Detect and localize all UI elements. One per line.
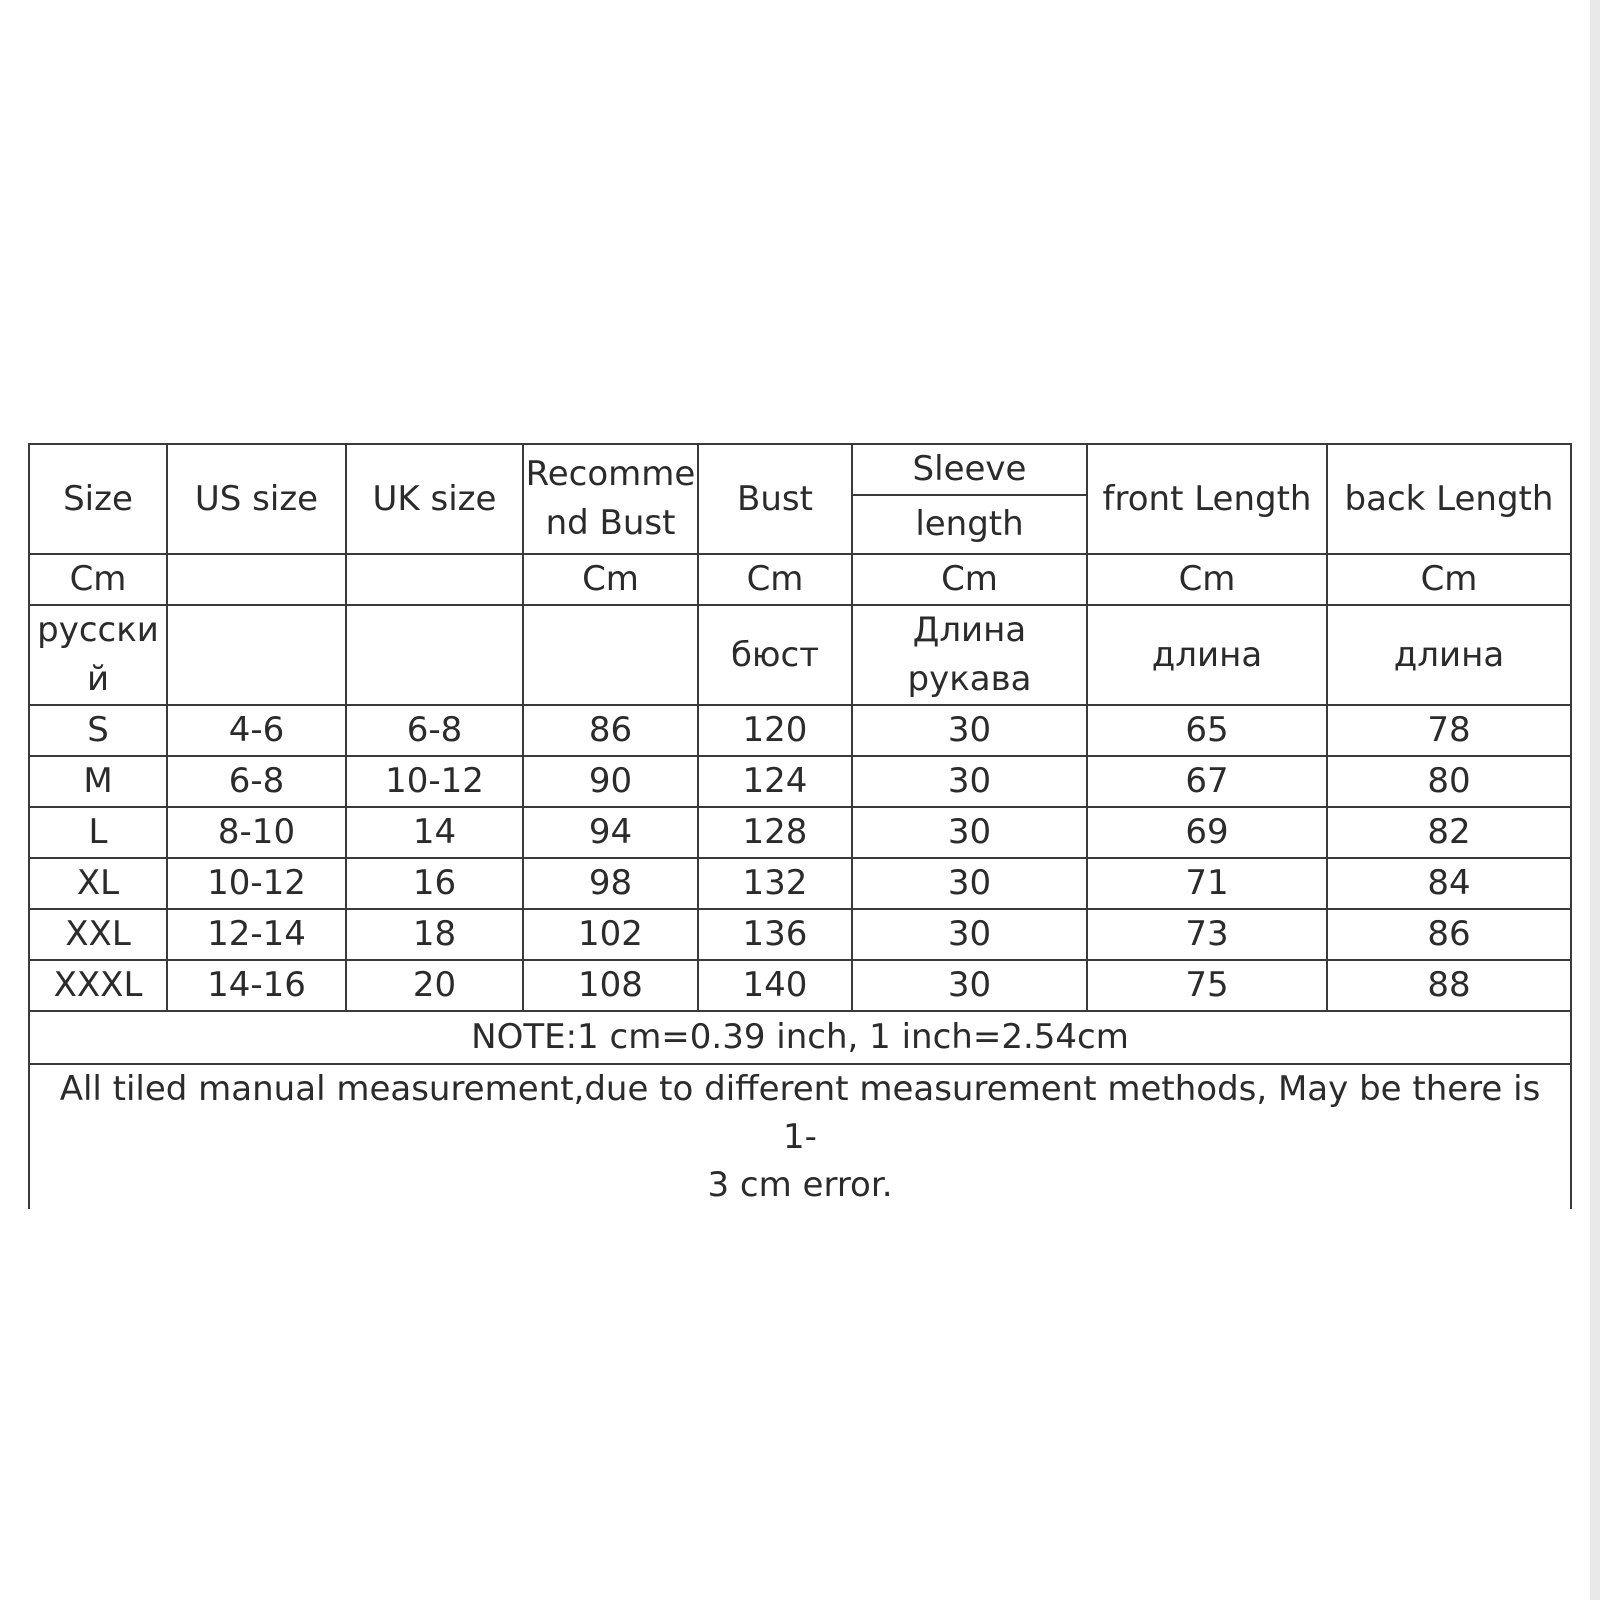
table-row [29,858,1571,909]
table-row [29,807,1571,858]
size-cell: M [29,756,167,807]
header-back-length: back Length [1327,444,1571,554]
us-size-cell: 10-12 [167,858,346,909]
unit-cell: Cm [29,554,167,605]
header-sleeve-length [852,444,1087,554]
header-uk-size: UK size [346,444,523,554]
unit-cell: Cm [1087,554,1327,605]
russian-label-cell: Длина рукава [852,605,1087,705]
note-row [29,1011,1571,1064]
page-edge-shadow [1590,0,1600,1600]
russian-label-cell [167,605,346,705]
size-cell: XXL [29,909,167,960]
sleeve-length-cell: 30 [852,858,1087,909]
uk-size-cell: 10-12 [346,756,523,807]
table-row [29,960,1571,1011]
sleeve-length-cell: 30 [852,807,1087,858]
front-length-cell: 75 [1087,960,1327,1011]
sleeve-length-cell: 30 [852,909,1087,960]
us-size-cell: 8-10 [167,807,346,858]
russian-label-cell [523,605,698,705]
front-length-cell: 71 [1087,858,1327,909]
bust-cell: 132 [698,858,852,909]
back-length-cell: 88 [1327,960,1571,1011]
measurement-disclaimer: All tiled manual measurement,due to different measurement methods, May be there is 1- 3 cm error. [29,1064,1571,1209]
us-size-cell: 12-14 [167,909,346,960]
size-chart-table [28,443,1572,1209]
recommend-bust-cell: 90 [523,756,698,807]
header-size: Size [29,444,167,554]
bust-cell: 124 [698,756,852,807]
uk-size-cell: 14 [346,807,523,858]
us-size-cell: 6-8 [167,756,346,807]
russian-label-cell [346,605,523,705]
russian-label-cell: длина [1327,605,1571,705]
units-row [29,554,1571,605]
unit-cell: Cm [698,554,852,605]
recommend-bust-cell: 94 [523,807,698,858]
header-recommend-bust: Recomme nd Bust [523,444,698,554]
header-us-size: US size [167,444,346,554]
unit-cell [346,554,523,605]
uk-size-cell: 20 [346,960,523,1011]
uk-size-cell: 6-8 [346,705,523,756]
russian-labels-row [29,605,1571,705]
bust-cell: 120 [698,705,852,756]
sleeve-length-cell: 30 [852,756,1087,807]
size-cell: XL [29,858,167,909]
front-length-cell: 65 [1087,705,1327,756]
header-front-length: front Length [1087,444,1327,554]
size-cell: XXXL [29,960,167,1011]
russian-label-cell: длина [1087,605,1327,705]
uk-size-cell: 16 [346,858,523,909]
us-size-cell: 4-6 [167,705,346,756]
front-length-cell: 67 [1087,756,1327,807]
back-length-cell: 84 [1327,858,1571,909]
table-row [29,705,1571,756]
unit-cell: Cm [852,554,1087,605]
sleeve-length-cell: 30 [852,705,1087,756]
header-sleeve-top: Sleeve [853,445,1086,496]
size-cell: S [29,705,167,756]
unit-cell [167,554,346,605]
disclaimer-row [29,1064,1571,1209]
bust-cell: 128 [698,807,852,858]
size-cell: L [29,807,167,858]
back-length-cell: 86 [1327,909,1571,960]
table-row [29,756,1571,807]
front-length-cell: 73 [1087,909,1327,960]
header-bust: Bust [698,444,852,554]
back-length-cell: 80 [1327,756,1571,807]
recommend-bust-cell: 86 [523,705,698,756]
us-size-cell: 14-16 [167,960,346,1011]
bust-cell: 140 [698,960,852,1011]
bust-cell: 136 [698,909,852,960]
header-row [29,444,1571,554]
russian-label-cell: бюст [698,605,852,705]
recommend-bust-cell: 102 [523,909,698,960]
recommend-bust-cell: 108 [523,960,698,1011]
recommend-bust-cell: 98 [523,858,698,909]
front-length-cell: 69 [1087,807,1327,858]
uk-size-cell: 18 [346,909,523,960]
unit-cell: Cm [1327,554,1571,605]
header-sleeve-bottom: length [915,504,1024,544]
table-row [29,909,1571,960]
unit-cell: Cm [523,554,698,605]
sleeve-length-cell: 30 [852,960,1087,1011]
back-length-cell: 78 [1327,705,1571,756]
russian-label-cell: русски й [29,605,167,705]
back-length-cell: 82 [1327,807,1571,858]
conversion-note: NOTE:1 cm=0.39 inch, 1 inch=2.54cm [29,1011,1571,1064]
